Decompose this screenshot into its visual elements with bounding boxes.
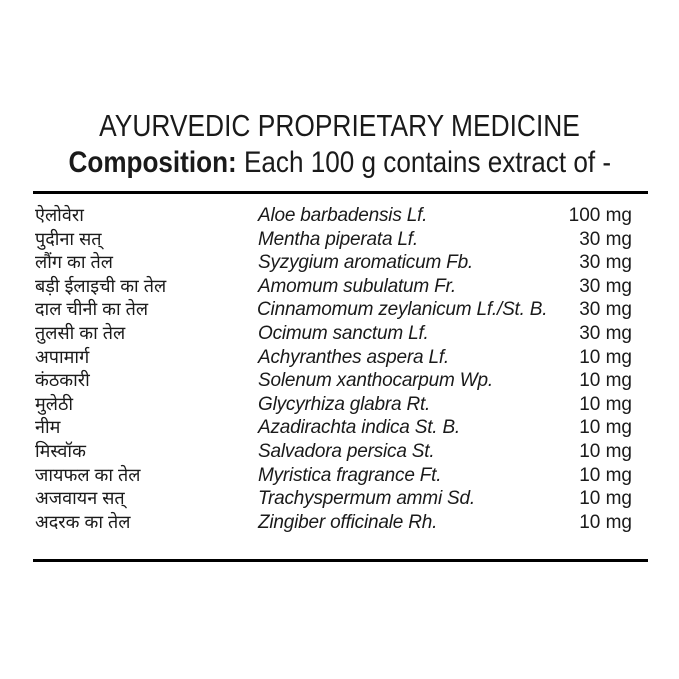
ingredient-amount: 30 mg xyxy=(579,322,632,344)
ingredient-amount: 10 mg xyxy=(579,417,632,439)
ingredient-row xyxy=(35,250,632,274)
ingredient-name-hindi: मुलेठी xyxy=(35,393,74,414)
composition-label: Composition: xyxy=(68,146,237,179)
ingredient-name-hindi: दाल चीनी का तेल xyxy=(35,299,149,320)
ingredient-name-hindi: तुलसी का तेल xyxy=(35,322,126,343)
ingredient-amount: 10 mg xyxy=(579,440,632,462)
ingredient-name-hindi: ऐलोवेरा xyxy=(35,205,84,225)
ingredient-amount: 10 mg xyxy=(579,464,632,486)
ingredient-row xyxy=(35,321,632,345)
composition-line-inner xyxy=(68,144,610,182)
ingredient-name-latin: Syzygium aromaticum Fb. xyxy=(258,252,474,274)
ingredient-amount: 100 mg xyxy=(568,205,632,226)
ingredient-name-latin: Trachyspermum ammi Sd. xyxy=(258,488,475,510)
composition-line xyxy=(0,144,679,182)
ingredient-amount: 10 mg xyxy=(579,511,632,533)
ingredient-name-hindi: लौंग का तेल xyxy=(35,252,113,273)
ingredients-table xyxy=(35,203,632,533)
ingredient-name-hindi: जायफल का तेल xyxy=(35,464,141,485)
ingredient-name-hindi: अपामार्ग xyxy=(35,346,90,367)
ingredient-name-latin: Solenum xanthocarpum Wp. xyxy=(258,370,493,392)
page-title: AYURVEDIC PROPRIETARY MEDICINE xyxy=(99,108,580,143)
ingredient-row xyxy=(35,463,632,487)
ingredient-name-latin: Azadirachta indica St. B. xyxy=(258,417,460,439)
ingredient-name-latin: Cinnamomum zeylanicum Lf./St. B. xyxy=(257,299,548,321)
ingredient-row xyxy=(35,227,632,251)
ingredient-name-latin: Ocimum sanctum Lf. xyxy=(258,322,429,344)
ingredient-name-hindi: पुदीना सत् xyxy=(35,228,102,249)
ingredient-row xyxy=(35,297,632,321)
ingredient-name-latin: Mentha piperata Lf. xyxy=(258,228,418,250)
ingredient-name-latin: Myristica fragrance Ft. xyxy=(258,464,442,486)
ingredient-name-latin: Aloe barbadensis Lf. xyxy=(258,205,428,226)
ingredient-name-hindi: मिस्वॉक xyxy=(35,440,86,461)
ingredient-name-latin: Achyranthes aspera Lf. xyxy=(258,346,449,368)
ingredient-amount: 30 mg xyxy=(579,299,632,321)
ingredient-name-hindi: कंठकारी xyxy=(35,370,90,391)
ingredient-amount: 10 mg xyxy=(579,346,632,368)
ingredient-name-hindi: अदरक का तेल xyxy=(35,511,131,532)
ingredient-row xyxy=(35,345,632,369)
ingredient-row xyxy=(35,486,632,510)
ingredient-amount: 30 mg xyxy=(579,275,632,297)
ingredient-row xyxy=(35,368,632,392)
ingredient-row xyxy=(35,274,632,298)
ingredient-name-latin: Zingiber officinale Rh. xyxy=(258,511,438,533)
ingredient-amount: 10 mg xyxy=(579,370,632,392)
ingredient-row xyxy=(35,415,632,439)
ingredient-name-latin: Amomum subulatum Fr. xyxy=(258,275,457,297)
ingredient-name-latin: Salvadora persica St. xyxy=(258,440,435,462)
composition-text: Each 100 g contains extract of - xyxy=(243,146,611,179)
ingredient-row xyxy=(35,439,632,463)
ingredient-name-hindi: अजवायन सत् xyxy=(35,488,125,509)
ingredient-amount: 10 mg xyxy=(579,488,632,510)
ingredient-amount: 30 mg xyxy=(579,228,632,250)
ingredient-row xyxy=(35,203,632,227)
ingredient-name-hindi: बड़ी ईलाइची का तेल xyxy=(35,275,167,296)
ingredient-name-latin: Glycyrhiza glabra Rt. xyxy=(258,393,431,415)
ingredient-amount: 10 mg xyxy=(579,393,632,415)
divider-top xyxy=(33,191,648,194)
ingredient-row xyxy=(35,510,632,534)
ingredient-name-hindi: नीम xyxy=(35,417,61,438)
divider-bottom xyxy=(33,559,648,562)
ingredient-amount: 30 mg xyxy=(579,252,632,274)
ingredient-row xyxy=(35,392,632,416)
